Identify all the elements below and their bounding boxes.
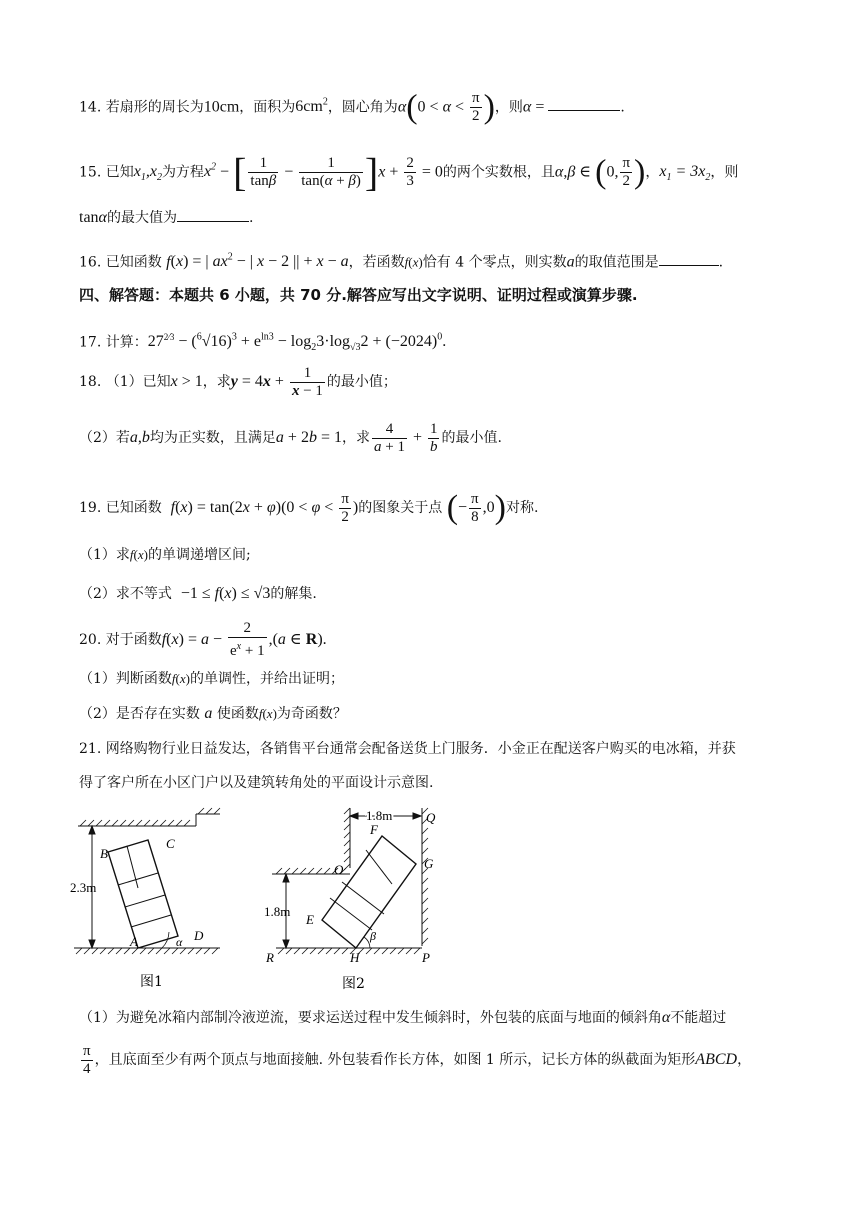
fig2-caption: 图2 <box>342 976 365 992</box>
q14-number: 14. <box>79 99 102 116</box>
q16-text-2: ，若函数 <box>348 254 405 271</box>
q14-answer-blank <box>548 110 620 111</box>
q19-text: 已知函数 <box>105 500 162 516</box>
q19-number: 19. <box>79 500 102 516</box>
q21-text: 网络购物行业日益发达，各销售平台通常会配备送货上门服务．小金正在配送客户购买的电冰箱，并获 <box>105 741 736 757</box>
figure-1 <box>70 806 230 996</box>
figure-2 <box>262 802 462 996</box>
q15-answer-blank <box>177 221 249 222</box>
question-20-part-2: （2）是否存在实数 a 使函数f(x)为奇函数？ <box>79 705 347 722</box>
question-20: 20. 对于函数f(x) = a − $\frac{2}{e^x + 1}$ ,(a ∈ R). <box>79 620 327 659</box>
question-19-part-2: （2）求不等式 −1 ≤ f(x) ≤ √3的解集. <box>79 585 317 602</box>
q20-function: f(x) = a − <box>161 631 226 648</box>
q16-number: 16. <box>79 254 102 271</box>
question-21-line-2 <box>79 772 790 794</box>
q19-part-1: （1）求 <box>79 547 130 563</box>
q18-number: 18. <box>79 374 102 390</box>
q14-text-3: ，圆心角为 <box>327 99 398 116</box>
q16-text-3: 恰有 4 个零点，则实数 <box>422 254 567 271</box>
q18-part-1: （1）已知 <box>105 374 171 390</box>
question-15: 15. 已知$x_1,x_2$为方程$x^2$ − [ $\frac{1}{\tan\beta}$ − $\frac{1}{\tan(\alpha + \beta)}$ ]x + $\frac{2}{3}$ = 0的两个实数根，且α,β ∈ (0, $\frac{\pi}{2}$ )，$x_1 = 3x_2$，则 <box>79 149 739 195</box>
question-17 <box>79 322 790 352</box>
q15-text-2: 为方程 <box>161 164 204 181</box>
fig2-label-o: O <box>334 862 344 877</box>
fig1-label-a: A <box>130 934 138 949</box>
fig1-label-alpha: α <box>176 935 183 949</box>
q21-pi-over-4: $\frac{\pi}{4}$ <box>83 1042 91 1077</box>
q14-text-2: ，面积为 <box>239 99 296 116</box>
fig2-label-h: H <box>350 950 360 965</box>
q15-tan-alpha: tanα <box>79 209 107 226</box>
question-14: 14. 若扇形的周长为10cm，面积为$6cm^2$，圆心角为α(0 < α < $\frac{\pi}{2}$ )，则α = . <box>79 88 625 126</box>
q14-area: $6cm^2$ <box>295 97 328 116</box>
q19-inequality: −1 ≤ f(x) ≤ √3 <box>180 585 271 602</box>
q14-perimeter: 10cm <box>203 98 240 116</box>
fig1-label-b: B <box>100 846 108 861</box>
fig2-width-label: 1.8m <box>366 808 393 823</box>
question-19: 19. 已知函数 f(x) = tan(2x + φ)(0 < φ < $\frac{\pi}{2}$ )的图象关于点 (− $\frac{\pi}{8}$ ,0)对称. <box>79 489 539 526</box>
fig2-label-e: E <box>306 912 314 927</box>
q15-text-4: ，则 <box>710 164 739 181</box>
fig1-height-label: 2.3m <box>70 880 97 895</box>
q15-number: 15. <box>79 164 102 181</box>
q20-text: 对于函数 <box>105 632 162 648</box>
q21-rect-label: ABCD <box>695 1051 738 1068</box>
q20-part-1: （1）判断函数 <box>79 671 172 687</box>
fig2-label-r: R <box>266 950 274 965</box>
question-18: 18. （1）已知x > 1，求y = 4x + $\frac{1}{x - 1}$ 的最小值； <box>79 364 397 399</box>
q17-expression: $27^{2⁄3} - (^6√16)^3 + e^{ln3} - \log_23\cdot\log_{√3}2 + (-2024)^0$. <box>147 332 447 354</box>
q21-part-1-text: （1）为避免冰箱内部制冷液逆流，要求运送过程中发生倾斜时，外包装的底面与地面的倾斜角 <box>79 1010 662 1026</box>
q16-answer-blank <box>659 265 719 266</box>
q14-alpha: α <box>397 98 407 116</box>
q20-part-2: （2）是否存在实数 <box>79 706 200 722</box>
question-20-part-1: （1）判断函数f(x)的单调性，并给出证明； <box>79 671 345 687</box>
q15-interval: α <box>554 163 564 181</box>
q16-function: f <box>166 253 171 271</box>
q15-equation: $x^2$ <box>203 162 217 181</box>
q14-pi-over-2: $\frac{\pi}{2}$ <box>472 89 480 124</box>
q15-roots: $x_1,x_2$ <box>133 163 162 184</box>
fig1-label-d: D <box>194 928 204 943</box>
q14-text: 若扇形的周长为 <box>105 99 204 116</box>
q19-part-2: （2）求不等式 <box>79 586 172 602</box>
q15-text: 已知 <box>105 164 134 181</box>
fig1-caption: 图1 <box>140 974 163 990</box>
q14-text-4: ，则 <box>494 99 523 116</box>
question-15-line-2: tanα的最大值为 . <box>79 209 254 226</box>
q21-text-2: 得了客户所在小区门户以及建筑转角处的平面设计示意图. <box>79 775 434 791</box>
q19-function: f(x) = tan(2x + φ)(0 < φ < <box>170 499 338 516</box>
question-16: 16. 已知函数 f(x) = | $ax^2$ − | x − 2 || + x − a，若函数f(x)恰有 4 个零点，则实数a的取值范围是 . <box>79 252 724 271</box>
question-19-part-1: （1）求f(x)的单调递增区间; <box>79 547 251 563</box>
question-21-part-1-line-2: $\frac{\pi}{4}$ ，且底面至少有两个顶点与地面接触. 外包装看作长方体，如图 1 所示，记长方体的纵截面为矩形ABCD， <box>83 1042 752 1077</box>
question-21 <box>79 738 790 760</box>
section-4-heading: 四、解答题：本题共 6 小题，共 70 分.解答应写出文字说明、证明过程或演算步骤. <box>79 286 638 304</box>
fig2-label-q: Q <box>426 810 436 825</box>
q15-text-3: 的两个实数根，且 <box>442 164 555 181</box>
q17-number: 17. <box>79 334 102 351</box>
fig2-height-label: 1.8m <box>264 904 291 919</box>
q17-text: 计算： <box>105 334 148 351</box>
q15-text-5: 的最大值为 <box>106 210 177 226</box>
q21-number: 21. <box>79 741 102 757</box>
fig2-label-beta: β <box>370 929 376 943</box>
q16-text: 已知函数 <box>105 254 162 271</box>
fig2-label-f: F <box>370 822 378 837</box>
q14-range: 0 < α < <box>417 98 469 116</box>
fig1-label-c: C <box>166 836 175 851</box>
fig2-label-p: P <box>422 950 430 965</box>
q16-text-4: 的取值范围是 <box>574 254 659 271</box>
fig2-label-g: G <box>424 856 434 871</box>
q20-number: 20. <box>79 632 102 648</box>
question-21-part-1: （1）为避免冰箱内部制冷液逆流，要求运送过程中发生倾斜时，外包装的底面与地面的倾斜角α不能超过 <box>79 1009 727 1026</box>
q18-part-2: （2）若 <box>79 430 130 446</box>
q15-condition: $x_1 = 3x_2$ <box>659 163 711 184</box>
question-18-part-2: （2）若a,b均为正实数，且满足a + 2b = 1，求 $\frac{4}{a + 1}$ + $\frac{1}{b}$ 的最小值. <box>79 420 502 455</box>
